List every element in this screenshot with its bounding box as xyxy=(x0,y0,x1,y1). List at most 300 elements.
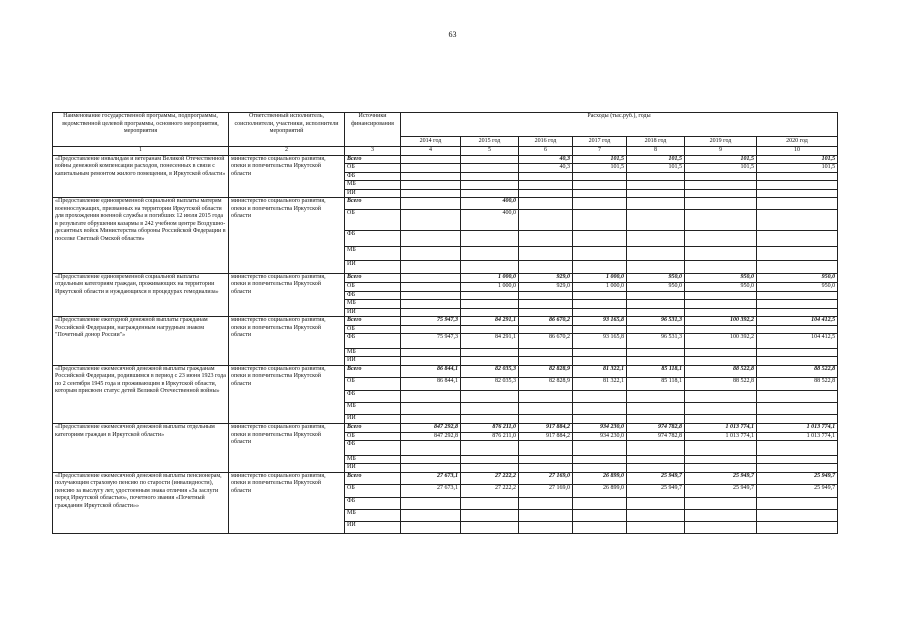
funding-source: МБ xyxy=(345,455,401,464)
funding-source: ОБ xyxy=(345,485,401,498)
funding-source: ФБ xyxy=(345,497,401,510)
funding-source: ОБ xyxy=(345,378,401,391)
header-expenses: Расходы (тыс.руб.), годы xyxy=(401,113,838,137)
expense-value xyxy=(401,521,461,534)
expense-value: 929,0 xyxy=(519,273,573,283)
expense-value xyxy=(757,246,838,261)
expense-value: 82 828,9 xyxy=(519,365,573,378)
expense-value xyxy=(573,189,627,198)
expense-value xyxy=(573,291,627,300)
responsible-executor: министерство социального развития, опеки и попечительства Иркутской области xyxy=(229,198,345,274)
page-number: 63 xyxy=(448,30,457,39)
expense-value xyxy=(401,189,461,198)
expense-value xyxy=(401,464,461,473)
expense-value xyxy=(757,497,838,510)
expense-value: 917 884,2 xyxy=(519,432,573,441)
measure-name: «Предоставление ежемесячной денежной выплаты пенсионерам, получающим страховую пенсию по старости (инвалидности), пенсию за выслугу лет, удостоенным знака отличия «За заслуги перед Иркутской областью», почетного звания «Почетный гражданин Иркутской области»» xyxy=(53,472,229,534)
expense-value xyxy=(757,291,838,300)
funding-source: Всего xyxy=(345,317,401,326)
table-row xyxy=(53,155,838,164)
expense-value: 82 828,9 xyxy=(519,378,573,391)
expense-value xyxy=(401,261,461,274)
expense-value: 934 230,0 xyxy=(573,424,627,433)
expense-value: 929,0 xyxy=(519,283,573,292)
header-year: 2016 год xyxy=(519,136,573,146)
expense-value xyxy=(401,231,461,247)
expense-value xyxy=(757,390,838,403)
expense-value xyxy=(573,300,627,309)
expense-value xyxy=(461,189,519,198)
header-name-column: Наименование государственной программы, подпрограммы, ведомственной целевой программы, основного мероприятия, мероприятия xyxy=(53,113,229,147)
expense-value xyxy=(573,348,627,357)
expense-value: 27 222,2 xyxy=(461,485,519,498)
expense-value xyxy=(757,403,838,415)
expense-value xyxy=(461,348,519,357)
expense-value xyxy=(401,308,461,317)
funding-source: МБ xyxy=(345,300,401,309)
header-year: 2014 год xyxy=(401,136,461,146)
expense-value: 950,0 xyxy=(627,273,685,283)
expense-value xyxy=(685,441,757,456)
column-index: 5 xyxy=(461,147,519,156)
expense-value xyxy=(519,357,573,366)
expense-value: 27 169,0 xyxy=(519,472,573,485)
expense-value xyxy=(573,261,627,274)
expense-value: 1 013 774,1 xyxy=(685,432,757,441)
expense-value xyxy=(757,414,838,424)
expense-value xyxy=(461,155,519,164)
column-index: 3 xyxy=(345,147,401,156)
expense-value xyxy=(627,300,685,309)
funding-source: МБ xyxy=(345,246,401,261)
expense-value xyxy=(573,390,627,403)
expense-value xyxy=(461,231,519,247)
funding-source: ФБ xyxy=(345,441,401,456)
funding-source: ИИ xyxy=(345,414,401,424)
expense-value: 86 670,2 xyxy=(519,334,573,349)
funding-source: ИИ xyxy=(345,308,401,317)
expense-value xyxy=(401,283,461,292)
expense-value: 950,0 xyxy=(757,273,838,283)
expense-value xyxy=(757,209,838,231)
header-year: 2020 год xyxy=(757,136,838,146)
expense-value xyxy=(401,198,461,210)
expense-value xyxy=(627,510,685,522)
expense-value xyxy=(519,308,573,317)
expense-value xyxy=(461,325,519,334)
expense-value xyxy=(627,390,685,403)
expense-value xyxy=(627,357,685,366)
table-row xyxy=(53,273,838,283)
expense-value xyxy=(685,348,757,357)
table-row xyxy=(53,198,838,210)
column-index: 1 xyxy=(53,147,229,156)
expense-value xyxy=(685,181,757,190)
column-index: 7 xyxy=(573,147,627,156)
funding-source: ИИ xyxy=(345,521,401,534)
expense-value: 84 291,1 xyxy=(461,317,519,326)
expense-value: 101,5 xyxy=(757,155,838,164)
expense-value xyxy=(519,189,573,198)
expense-value xyxy=(627,246,685,261)
expense-value: 25 949,7 xyxy=(685,472,757,485)
expense-value xyxy=(573,521,627,534)
expense-value: 950,0 xyxy=(627,283,685,292)
measure-name: «Предоставление единовременной социальной выплаты отдельным категориям граждан, проживающих на территории Иркутской области и нуждающихся в процедурах гемодиализа» xyxy=(53,273,229,317)
expense-value xyxy=(685,198,757,210)
expense-value: 86 844,1 xyxy=(401,365,461,378)
funding-source: МБ xyxy=(345,348,401,357)
expense-value xyxy=(461,497,519,510)
expense-value xyxy=(757,464,838,473)
expense-value xyxy=(519,300,573,309)
expense-value xyxy=(685,246,757,261)
expense-value xyxy=(627,521,685,534)
expense-value xyxy=(401,497,461,510)
expense-value xyxy=(627,464,685,473)
expense-value xyxy=(401,510,461,522)
header-year: 2019 год xyxy=(685,136,757,146)
expense-value xyxy=(401,155,461,164)
expense-value xyxy=(401,348,461,357)
responsible-executor: министерство социального развития, опеки и попечительства Иркутской области xyxy=(229,155,345,198)
expense-value xyxy=(401,325,461,334)
table-row xyxy=(53,424,838,433)
expense-value: 25 949,7 xyxy=(627,472,685,485)
expense-value: 101,5 xyxy=(627,164,685,173)
expense-value xyxy=(627,441,685,456)
expense-value: 950,0 xyxy=(685,283,757,292)
budget-table xyxy=(52,112,838,534)
funding-source: Всего xyxy=(345,155,401,164)
expense-value xyxy=(573,441,627,456)
expense-value: 100 392,2 xyxy=(685,317,757,326)
expense-value xyxy=(461,441,519,456)
expense-value: 85 118,1 xyxy=(627,365,685,378)
expense-value: 104 412,5 xyxy=(757,334,838,349)
expense-value xyxy=(401,164,461,173)
expense-value xyxy=(685,261,757,274)
expense-value xyxy=(685,455,757,464)
expense-value: 27 169,0 xyxy=(519,485,573,498)
expense-value: 934 230,0 xyxy=(573,432,627,441)
expense-value: 88 522,8 xyxy=(685,365,757,378)
expense-value xyxy=(461,246,519,261)
expense-value xyxy=(757,441,838,456)
measure-name: «Предоставление ежемесячной денежной выплаты гражданам Российской Федерации, родившимся в период с 23 июня 1923 года по 2 сентября 1945 года и проживающим в Иркутской области, которым присвоен статус детей Великой Отечественной войны» xyxy=(53,365,229,424)
expense-value xyxy=(519,497,573,510)
expense-value xyxy=(757,357,838,366)
expense-value: 25 949,7 xyxy=(757,472,838,485)
expense-value: 84 291,1 xyxy=(461,334,519,349)
expense-value: 82 035,3 xyxy=(461,365,519,378)
responsible-executor: министерство социального развития, опеки и попечительства Иркутской области xyxy=(229,317,345,366)
funding-source: ИИ xyxy=(345,464,401,473)
expense-value xyxy=(685,497,757,510)
expense-value xyxy=(627,455,685,464)
expense-value: 876 211,0 xyxy=(461,432,519,441)
expense-value xyxy=(573,181,627,190)
expense-value xyxy=(627,325,685,334)
expense-value xyxy=(461,300,519,309)
expense-value: 1 013 774,1 xyxy=(757,424,838,433)
expense-value: 1 000,0 xyxy=(461,283,519,292)
expense-value: 950,0 xyxy=(757,283,838,292)
expense-value: 101,5 xyxy=(757,164,838,173)
expense-value xyxy=(685,172,757,181)
expense-value xyxy=(401,357,461,366)
expense-value: 974 782,8 xyxy=(627,424,685,433)
expense-value xyxy=(461,164,519,173)
expense-value xyxy=(757,181,838,190)
expense-value: 25 949,7 xyxy=(757,485,838,498)
expense-value xyxy=(627,198,685,210)
expense-value xyxy=(685,464,757,473)
measure-name: «Предоставление единовременной социальной выплаты матерям военнослужащих, призванных на территории Иркутской области для прохождения военной службы и погибших 12 июля 2015 года в результате обрушения казармы в 242 учебном центре Воздушно-десантных войск Министерства обороны Российской Федерации в поселке Светлый Омской области» xyxy=(53,198,229,274)
measure-name: «Предоставление инвалидам и ветеранам Великой Отечественной войны денежной компенсации расходов, понесенных в связи с капитальным ремонтом жилого помещения, в Иркутской области» xyxy=(53,155,229,198)
expense-value: 101,5 xyxy=(573,164,627,173)
expense-value: 81 322,1 xyxy=(573,378,627,391)
expense-value xyxy=(627,172,685,181)
header-executor-column: Ответственный исполнитель, соисполнители, участники, исполнители мероприятий xyxy=(229,113,345,147)
expense-value xyxy=(401,441,461,456)
expense-value: 974 782,8 xyxy=(627,432,685,441)
expense-value xyxy=(461,172,519,181)
expense-value xyxy=(461,357,519,366)
funding-source: ФБ xyxy=(345,390,401,403)
expense-value xyxy=(519,246,573,261)
expense-value xyxy=(519,521,573,534)
expense-value: 88 522,8 xyxy=(685,378,757,391)
expense-value xyxy=(627,209,685,231)
expense-value xyxy=(461,510,519,522)
expense-value xyxy=(461,464,519,473)
expense-value xyxy=(401,209,461,231)
funding-source: ОБ xyxy=(345,325,401,334)
expense-value xyxy=(757,348,838,357)
expense-value xyxy=(519,441,573,456)
funding-source: Всего xyxy=(345,365,401,378)
expense-value: 1 013 774,1 xyxy=(685,424,757,433)
expense-value: 1 000,0 xyxy=(461,273,519,283)
funding-source: ОБ xyxy=(345,432,401,441)
expense-value xyxy=(685,300,757,309)
expense-value: 104 412,5 xyxy=(757,317,838,326)
column-index: 8 xyxy=(627,147,685,156)
expense-value xyxy=(401,181,461,190)
expense-value: 101,5 xyxy=(627,155,685,164)
expense-value: 25 949,7 xyxy=(627,485,685,498)
expense-value xyxy=(401,273,461,283)
expense-value xyxy=(685,510,757,522)
expense-value: 86 844,1 xyxy=(401,378,461,391)
expense-value: 1 000,0 xyxy=(573,273,627,283)
expense-value xyxy=(461,414,519,424)
column-index: 9 xyxy=(685,147,757,156)
expense-value xyxy=(401,300,461,309)
expense-value: 96 531,3 xyxy=(627,334,685,349)
expense-value xyxy=(685,325,757,334)
expense-value xyxy=(519,348,573,357)
responsible-executor: министерство социального развития, опеки и попечительства Иркутской области xyxy=(229,273,345,317)
expense-value xyxy=(401,390,461,403)
funding-source: ФБ xyxy=(345,231,401,247)
funding-source: Всего xyxy=(345,273,401,283)
table-row xyxy=(53,472,838,485)
funding-source: МБ xyxy=(345,510,401,522)
expense-value xyxy=(519,198,573,210)
expense-value xyxy=(685,231,757,247)
funding-source: ОБ xyxy=(345,164,401,173)
expense-value: 88 522,8 xyxy=(757,378,838,391)
expense-value xyxy=(461,390,519,403)
expense-value: 88 522,8 xyxy=(757,365,838,378)
expense-value xyxy=(627,181,685,190)
measure-name: «Предоставление ежемесячной денежной выплаты отдельным категориям граждан в Иркутской области» xyxy=(53,424,229,473)
expense-value: 101,5 xyxy=(685,164,757,173)
expense-value xyxy=(573,455,627,464)
expense-value: 82 035,3 xyxy=(461,378,519,391)
expense-value: 81 322,1 xyxy=(573,365,627,378)
expense-value xyxy=(519,414,573,424)
expense-value xyxy=(573,414,627,424)
responsible-executor: министерство социального развития, опеки и попечительства Иркутской области xyxy=(229,472,345,534)
table-row xyxy=(53,365,838,378)
expense-value xyxy=(685,390,757,403)
expense-value: 27 673,1 xyxy=(401,485,461,498)
header-source-column: Источники финансирования xyxy=(345,113,401,147)
expense-value: 917 884,2 xyxy=(519,424,573,433)
funding-source: МБ xyxy=(345,403,401,415)
expense-value xyxy=(573,172,627,181)
funding-source: МБ xyxy=(345,181,401,190)
expense-value xyxy=(519,291,573,300)
expense-value xyxy=(757,189,838,198)
expense-value: 100 392,2 xyxy=(685,334,757,349)
funding-source: ФБ xyxy=(345,291,401,300)
expense-value xyxy=(461,291,519,300)
expense-value xyxy=(401,172,461,181)
expense-value xyxy=(573,325,627,334)
header-year: 2018 год xyxy=(627,136,685,146)
funding-source: ФБ xyxy=(345,334,401,349)
expense-value xyxy=(573,464,627,473)
expense-value xyxy=(461,521,519,534)
expense-value xyxy=(685,357,757,366)
expense-value xyxy=(627,348,685,357)
funding-source: ИИ xyxy=(345,189,401,198)
header-year: 2017 год xyxy=(573,136,627,146)
expense-value xyxy=(573,357,627,366)
funding-source: ИИ xyxy=(345,357,401,366)
expense-value: 876 211,0 xyxy=(461,424,519,433)
expense-value xyxy=(627,308,685,317)
funding-source: ОБ xyxy=(345,283,401,292)
expense-value xyxy=(757,261,838,274)
expense-value: 25 949,7 xyxy=(685,485,757,498)
expense-value xyxy=(757,510,838,522)
table-row xyxy=(53,317,838,326)
expense-value: 96 531,3 xyxy=(627,317,685,326)
expense-value xyxy=(519,172,573,181)
expense-value xyxy=(627,414,685,424)
expense-value: 27 222,2 xyxy=(461,472,519,485)
funding-source: ИИ xyxy=(345,261,401,274)
expense-value xyxy=(519,455,573,464)
expense-value xyxy=(757,300,838,309)
expense-value xyxy=(627,261,685,274)
expense-value xyxy=(757,231,838,247)
funding-source: Всего xyxy=(345,198,401,210)
expense-value xyxy=(461,455,519,464)
expense-value: 85 118,1 xyxy=(627,378,685,391)
responsible-executor: министерство социального развития, опеки и попечительства Иркутской области xyxy=(229,424,345,473)
expense-value: 101,5 xyxy=(685,155,757,164)
expense-value xyxy=(519,390,573,403)
expense-value xyxy=(685,414,757,424)
expense-value xyxy=(573,308,627,317)
expense-value xyxy=(685,209,757,231)
header-year: 2015 год xyxy=(461,136,519,146)
expense-value xyxy=(685,521,757,534)
expense-value xyxy=(627,189,685,198)
expense-value: 26 899,0 xyxy=(573,472,627,485)
expense-value xyxy=(573,198,627,210)
expense-value xyxy=(461,403,519,415)
expense-value: 27 673,1 xyxy=(401,472,461,485)
expense-value: 75 947,3 xyxy=(401,317,461,326)
expense-value: 75 947,3 xyxy=(401,334,461,349)
expense-value xyxy=(627,231,685,247)
expense-value xyxy=(685,308,757,317)
expense-value xyxy=(627,497,685,510)
expense-value: 101,5 xyxy=(573,155,627,164)
expense-value xyxy=(573,497,627,510)
expense-value xyxy=(519,510,573,522)
expense-value: 1 013 774,1 xyxy=(757,432,838,441)
responsible-executor: министерство социального развития, опеки и попечительства Иркутской области xyxy=(229,365,345,424)
expense-value xyxy=(519,209,573,231)
expense-value: 93 165,8 xyxy=(573,334,627,349)
expense-value: 40,3 xyxy=(519,155,573,164)
expense-value xyxy=(757,172,838,181)
funding-source: ФБ xyxy=(345,172,401,181)
expense-value xyxy=(685,291,757,300)
expense-value xyxy=(519,403,573,415)
expense-value xyxy=(757,198,838,210)
column-index: 2 xyxy=(229,147,345,156)
expense-value xyxy=(461,181,519,190)
expense-value: 93 165,8 xyxy=(573,317,627,326)
expense-value: 1 000,0 xyxy=(573,283,627,292)
funding-source: ОБ xyxy=(345,209,401,231)
expense-value xyxy=(573,403,627,415)
expense-value: 40,3 xyxy=(519,164,573,173)
expense-value: 400,0 xyxy=(461,198,519,210)
expense-value: 847 292,8 xyxy=(401,424,461,433)
expense-value xyxy=(519,325,573,334)
expense-value xyxy=(401,414,461,424)
funding-source: Всего xyxy=(345,472,401,485)
expense-value xyxy=(757,325,838,334)
expense-value xyxy=(519,464,573,473)
column-index: 6 xyxy=(519,147,573,156)
expense-value: 847 292,8 xyxy=(401,432,461,441)
expense-value xyxy=(461,261,519,274)
expense-value xyxy=(685,403,757,415)
column-index: 10 xyxy=(757,147,838,156)
expense-value xyxy=(757,455,838,464)
